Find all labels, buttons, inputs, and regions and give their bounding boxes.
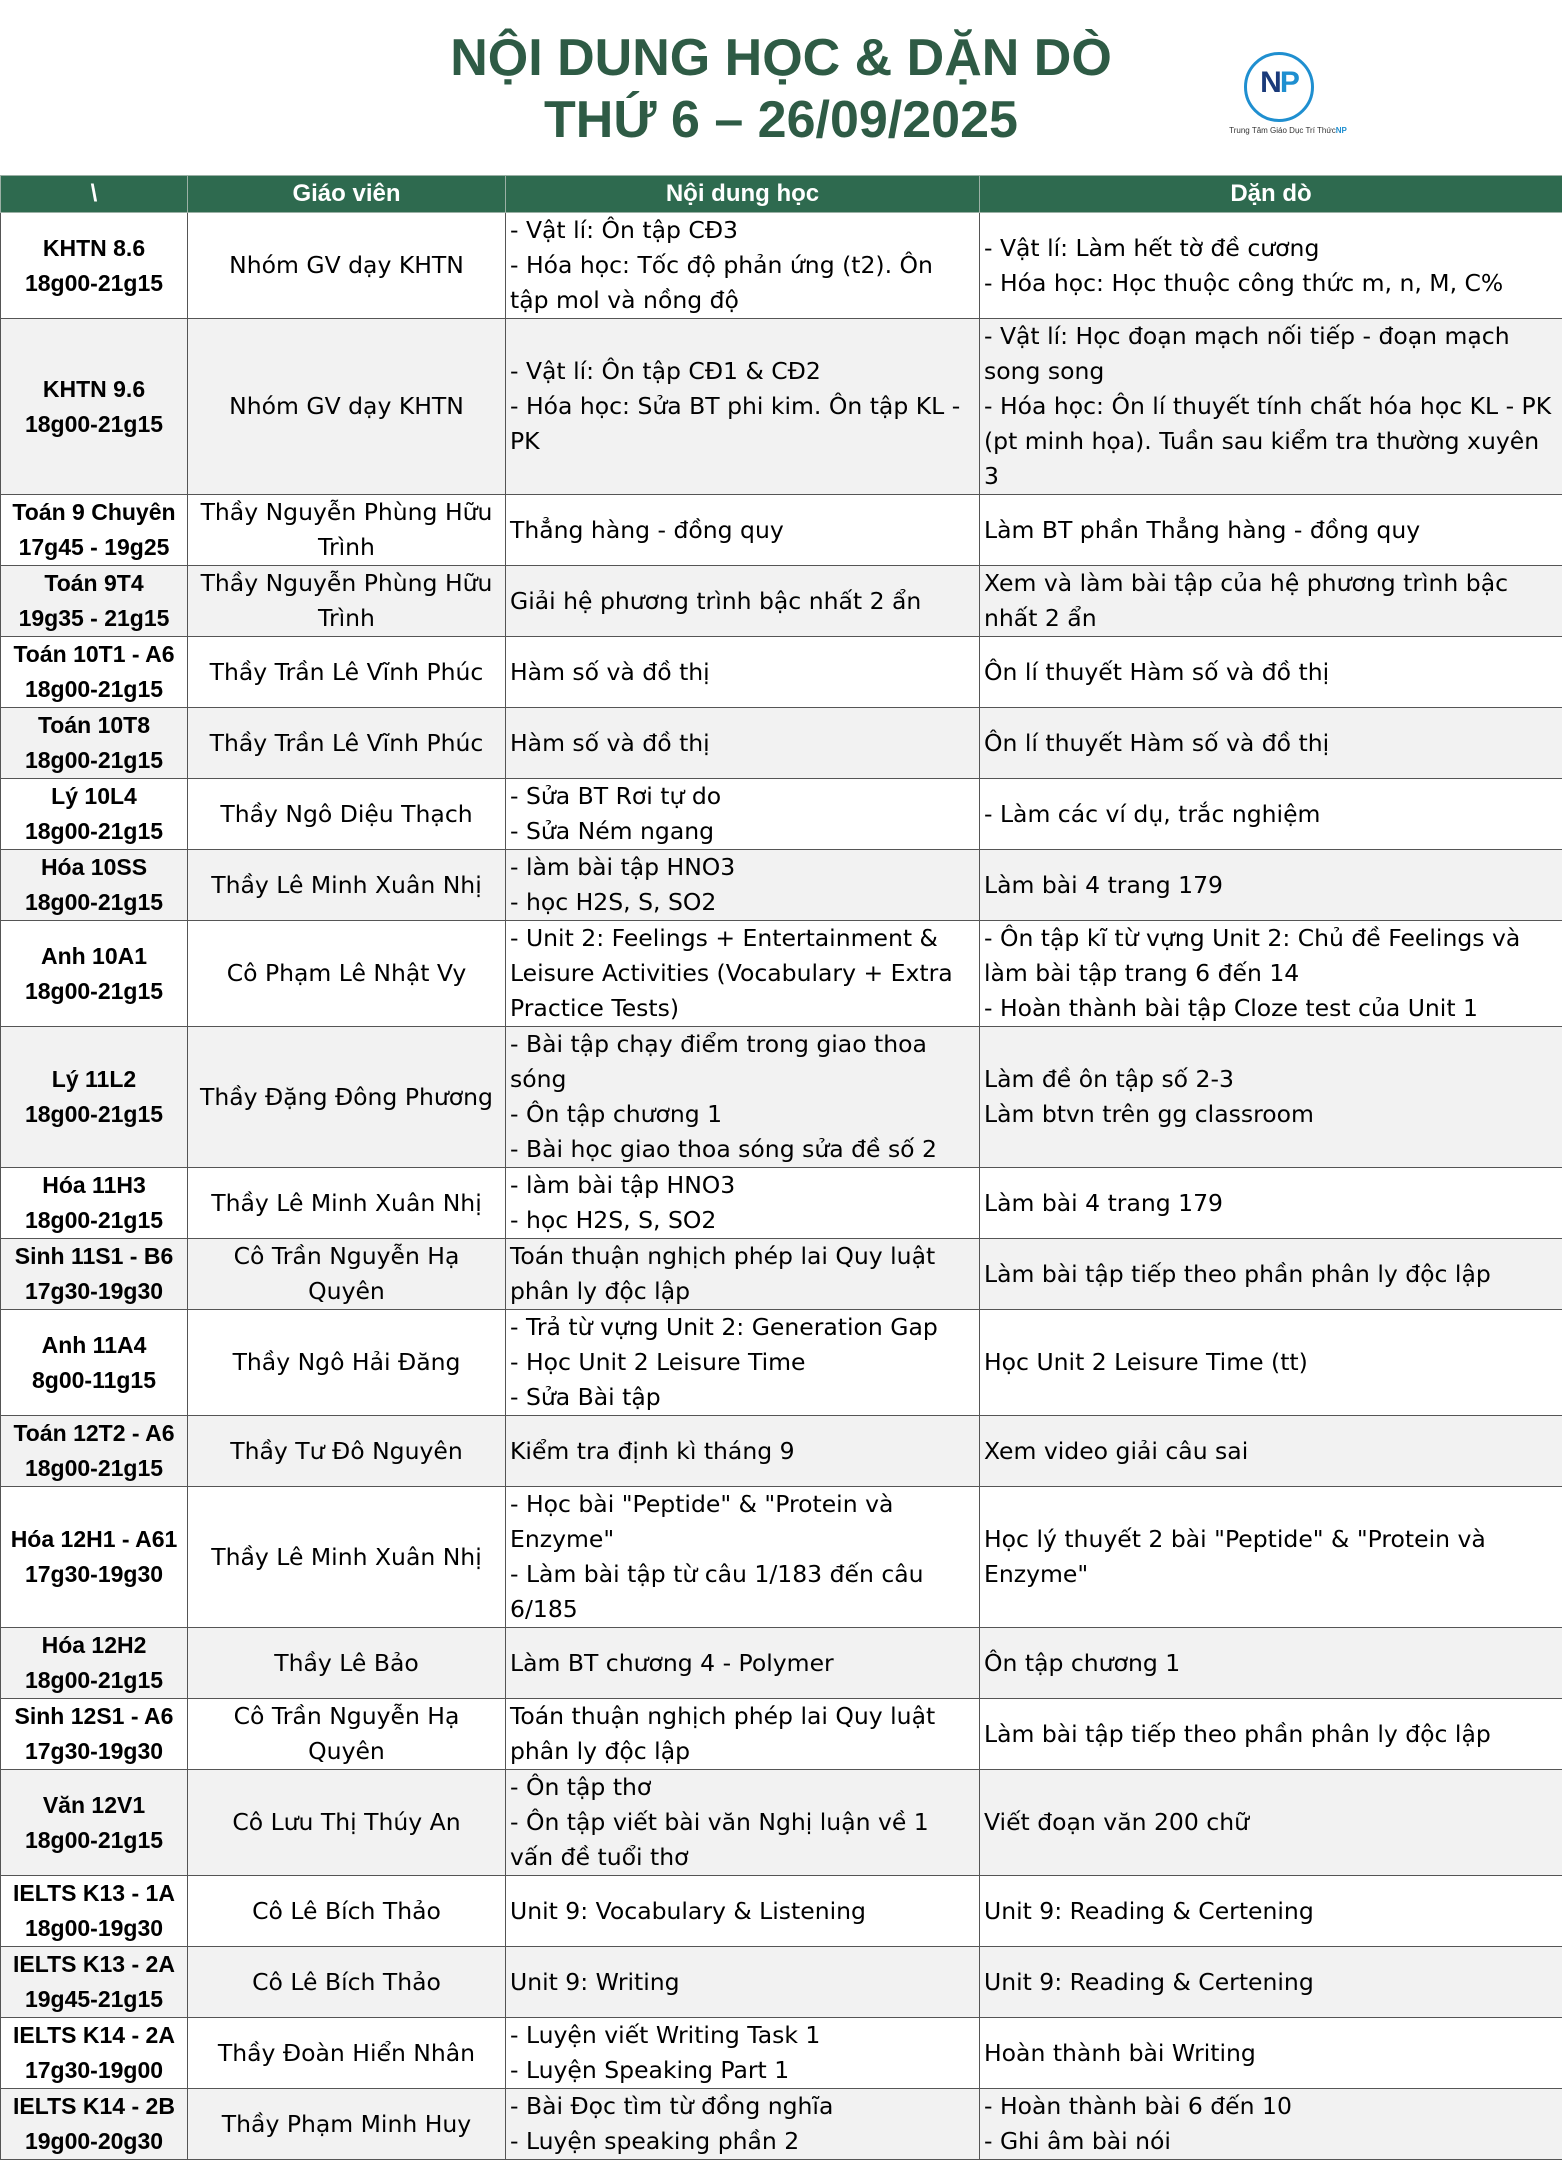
teacher-cell <box>188 1947 506 2018</box>
class-cell-line: 18g00-19g30 <box>5 1911 183 1946</box>
content-cell <box>506 850 980 921</box>
homework-cell <box>980 1699 1562 1770</box>
homework-cell <box>980 850 1562 921</box>
content-cell-line: Unit 9: Vocabulary & Listening <box>510 1894 975 1929</box>
teacher-cell <box>188 779 506 850</box>
class-cell-line: 18g00-21g15 <box>5 743 183 778</box>
homework-cell-line: Làm đề ôn tập số 2-3 <box>984 1062 1558 1097</box>
teacher-cell <box>188 1027 506 1168</box>
content-cell <box>506 921 980 1027</box>
teacher-cell-line: Thầy Nguyễn Phùng Hữu Trình <box>192 495 501 565</box>
class-cell-line: Hóa 10SS <box>5 850 183 885</box>
teacher-cell <box>188 495 506 566</box>
teacher-cell <box>188 708 506 779</box>
homework-cell <box>980 2018 1562 2089</box>
class-cell-line: IELTS K14 - 2B <box>5 2089 183 2124</box>
content-cell <box>506 1947 980 2018</box>
teacher-cell-line: Cô Phạm Lê Nhật Vy <box>192 956 501 991</box>
homework-cell <box>980 779 1562 850</box>
content-cell-line: - Sửa Bài tập <box>510 1380 975 1415</box>
class-cell-line: Anh 10A1 <box>5 939 183 974</box>
teacher-cell-line: Nhóm GV dạy KHTN <box>192 389 501 424</box>
class-cell-line: Lý 10L4 <box>5 779 183 814</box>
class-cell-line: Văn 12V1 <box>5 1788 183 1823</box>
teacher-cell-line: Nhóm GV dạy KHTN <box>192 248 501 283</box>
homework-cell <box>980 1770 1562 1876</box>
content-cell <box>506 708 980 779</box>
class-cell-line: 18g00-21g15 <box>5 814 183 849</box>
teacher-cell-line: Thầy Lê Minh Xuân Nhị <box>192 1540 501 1575</box>
content-cell-line: Unit 9: Writing <box>510 1965 975 2000</box>
class-cell <box>1 1168 188 1239</box>
class-cell-line: 18g00-21g15 <box>5 672 183 707</box>
table-row <box>1 921 1562 1027</box>
class-cell <box>1 779 188 850</box>
class-cell <box>1 1487 188 1628</box>
homework-cell <box>980 213 1562 319</box>
content-cell-line: - Sửa BT Rơi tự do <box>510 779 975 814</box>
table-row <box>1 319 1562 495</box>
class-cell-line: 18g00-21g15 <box>5 885 183 920</box>
homework-cell <box>980 1168 1562 1239</box>
content-cell-line: - Trả từ vựng Unit 2: Generation Gap <box>510 1310 975 1345</box>
content-cell-line: - Bài Đọc tìm từ đồng nghĩa <box>510 2089 975 2124</box>
class-cell <box>1 1876 188 1947</box>
table-row <box>1 1027 1562 1168</box>
teacher-cell <box>188 1770 506 1876</box>
homework-cell-line: Học Unit 2 Leisure Time (tt) <box>984 1345 1558 1380</box>
class-cell <box>1 495 188 566</box>
class-cell-line: 19g35 - 21g15 <box>5 601 183 636</box>
teacher-cell <box>188 1168 506 1239</box>
content-cell-line: - học H2S, S, SO2 <box>510 885 975 920</box>
table-row <box>1 1239 1562 1310</box>
homework-cell <box>980 1487 1562 1628</box>
content-cell-line: - Vật lí: Ôn tập CĐ3 <box>510 213 975 248</box>
content-cell-line: - làm bài tập HNO3 <box>510 850 975 885</box>
teacher-cell-line: Cô Lưu Thị Thúy An <box>192 1805 501 1840</box>
teacher-cell <box>188 850 506 921</box>
homework-cell-line: Làm btvn trên gg classroom <box>984 1097 1558 1132</box>
table-row <box>1 2089 1562 2160</box>
homework-cell-line: - Làm các ví dụ, trắc nghiệm <box>984 797 1558 832</box>
content-cell-line: - Học Unit 2 Leisure Time <box>510 1345 975 1380</box>
content-cell-line: - học H2S, S, SO2 <box>510 1203 975 1238</box>
class-cell <box>1 1770 188 1876</box>
teacher-cell-line: Thầy Ngô Diệu Thạch <box>192 797 501 832</box>
class-cell-line: 18g00-21g15 <box>5 1451 183 1486</box>
homework-cell-line: Làm BT phần Thẳng hàng - đồng quy <box>984 513 1558 548</box>
content-cell <box>506 1487 980 1628</box>
content-cell-line: - Luyện viết Writing Task 1 <box>510 2018 975 2053</box>
class-cell-line: 18g00-21g15 <box>5 1203 183 1238</box>
homework-cell-line: Ôn tập chương 1 <box>984 1646 1558 1681</box>
class-cell-line: Toán 12T2 - A6 <box>5 1416 183 1451</box>
homework-cell-line: Xem video giải câu sai <box>984 1434 1558 1469</box>
class-cell <box>1 2018 188 2089</box>
content-cell-line: - Ôn tập viết bài văn Nghị luận về 1 vấn đề tuổi thơ <box>510 1805 975 1875</box>
teacher-cell <box>188 2089 506 2160</box>
table-row <box>1 1947 1562 2018</box>
class-cell <box>1 1947 188 2018</box>
homework-cell-line: Làm bài 4 trang 179 <box>984 1186 1558 1221</box>
homework-cell-line: Unit 9: Reading & Certening <box>984 1894 1558 1929</box>
content-cell-line: - Luyện Speaking Part 1 <box>510 2053 975 2088</box>
content-cell <box>506 1628 980 1699</box>
content-cell <box>506 1770 980 1876</box>
table-row <box>1 1310 1562 1416</box>
content-cell <box>506 1239 980 1310</box>
content-cell <box>506 1416 980 1487</box>
homework-cell-line: - Ôn tập kĩ từ vựng Unit 2: Chủ đề Feelings và làm bài tập trang 6 đến 14 <box>984 921 1558 991</box>
teacher-cell-line: Thầy Lê Bảo <box>192 1646 501 1681</box>
homework-cell-line: - Vật lí: Học đoạn mạch nối tiếp - đoạn mạch song song <box>984 319 1558 389</box>
teacher-cell <box>188 1628 506 1699</box>
homework-cell-line: - Hóa học: Học thuộc công thức m, n, M, C% <box>984 266 1558 301</box>
class-cell-line: 19g45-21g15 <box>5 1982 183 2017</box>
page-header <box>0 0 1562 175</box>
class-cell <box>1 1416 188 1487</box>
table-row <box>1 1168 1562 1239</box>
content-cell <box>506 2018 980 2089</box>
content-cell <box>506 779 980 850</box>
table-row <box>1 708 1562 779</box>
teacher-cell-line: Thầy Nguyễn Phùng Hữu Trình <box>192 566 501 636</box>
class-cell <box>1 850 188 921</box>
content-cell <box>506 2089 980 2160</box>
content-cell <box>506 1876 980 1947</box>
class-cell-line: 17g30-19g30 <box>5 1557 183 1592</box>
homework-cell <box>980 1416 1562 1487</box>
class-cell-line: Hóa 12H2 <box>5 1628 183 1663</box>
content-cell-line: - Học bài "Peptide" & "Protein và Enzyme" <box>510 1487 975 1557</box>
teacher-cell <box>188 1416 506 1487</box>
content-cell-line: Giải hệ phương trình bậc nhất 2 ẩn <box>510 584 975 619</box>
class-cell-line: IELTS K13 - 1A <box>5 1876 183 1911</box>
table-row <box>1 850 1562 921</box>
homework-cell-line: Làm bài 4 trang 179 <box>984 868 1558 903</box>
class-cell-line: Anh 11A4 <box>5 1328 183 1363</box>
teacher-cell-line: Thầy Lê Minh Xuân Nhị <box>192 1186 501 1221</box>
column-header-content: Nội dung học <box>506 176 980 213</box>
content-cell <box>506 566 980 637</box>
content-cell <box>506 1699 980 1770</box>
column-header-homework: Dặn dò <box>980 176 1562 213</box>
class-cell-line: Lý 11L2 <box>5 1062 183 1097</box>
teacher-cell-line: Cô Lê Bích Thảo <box>192 1965 501 2000</box>
class-cell-line: Toán 10T8 <box>5 708 183 743</box>
content-cell-line: - Sửa Ném ngang <box>510 814 975 849</box>
class-cell <box>1 921 188 1027</box>
class-cell-line: Toán 10T1 - A6 <box>5 637 183 672</box>
table-row <box>1 779 1562 850</box>
content-cell-line: - Hóa học: Sửa BT phi kim. Ôn tập KL - PK <box>510 389 975 459</box>
teacher-cell-line: Cô Trần Nguyễn Hạ Quyên <box>192 1699 501 1769</box>
homework-cell <box>980 319 1562 495</box>
teacher-cell-line: Thầy Trần Lê Vĩnh Phúc <box>192 726 501 761</box>
homework-cell-line: Làm bài tập tiếp theo phần phân ly độc lập <box>984 1717 1558 1752</box>
class-cell-line: 19g00-20g30 <box>5 2124 183 2159</box>
class-cell-line: IELTS K13 - 2A <box>5 1947 183 1982</box>
homework-cell <box>980 1239 1562 1310</box>
teacher-cell <box>188 1310 506 1416</box>
content-cell <box>506 213 980 319</box>
homework-cell-line: Unit 9: Reading & Certening <box>984 1965 1558 2000</box>
table-row <box>1 566 1562 637</box>
page-date: THỨ 6 – 26/09/2025 <box>0 90 1562 150</box>
teacher-cell-line: Cô Trần Nguyễn Hạ Quyên <box>192 1239 501 1309</box>
content-cell-line: - Unit 2: Feelings + Entertainment & Leisure Activities (Vocabulary + Extra Practice Tests) <box>510 921 975 1026</box>
schedule-table <box>0 175 1562 2160</box>
teacher-cell-line: Thầy Ngô Hải Đăng <box>192 1345 501 1380</box>
class-cell-line: Sinh 11S1 - B6 <box>5 1239 183 1274</box>
class-cell-line: 18g00-21g15 <box>5 407 183 442</box>
content-cell-line: Làm BT chương 4 - Polymer <box>510 1646 975 1681</box>
teacher-cell <box>188 637 506 708</box>
class-cell <box>1 566 188 637</box>
teacher-cell-line: Thầy Phạm Minh Huy <box>192 2107 501 2142</box>
homework-cell-line: - Hóa học: Ôn lí thuyết tính chất hóa học KL - PK (pt minh họa). Tuần sau kiểm tra thường xuyên 3 <box>984 389 1558 494</box>
content-cell-line: - Ôn tập thơ <box>510 1770 975 1805</box>
column-header-teacher: Giáo viên <box>188 176 506 213</box>
content-cell-line: Thẳng hàng - đồng quy <box>510 513 975 548</box>
teacher-cell <box>188 921 506 1027</box>
content-cell-line: Hàm số và đồ thị <box>510 726 975 761</box>
homework-cell <box>980 495 1562 566</box>
content-cell <box>506 1027 980 1168</box>
table-row <box>1 1487 1562 1628</box>
homework-cell-line: Viết đoạn văn 200 chữ <box>984 1805 1558 1840</box>
teacher-cell-line: Thầy Lê Minh Xuân Nhị <box>192 868 501 903</box>
column-header-class: \ <box>1 176 188 213</box>
teacher-cell <box>188 213 506 319</box>
class-cell <box>1 2089 188 2160</box>
homework-cell-line: Làm bài tập tiếp theo phần phân ly độc lập <box>984 1257 1558 1292</box>
class-cell-line: IELTS K14 - 2A <box>5 2018 183 2053</box>
homework-cell <box>980 566 1562 637</box>
class-cell-line: Sinh 12S1 - A6 <box>5 1699 183 1734</box>
homework-cell-line: - Ghi âm bài nói <box>984 2124 1558 2159</box>
logo-monogram: NP <box>1244 66 1314 100</box>
content-cell-line: - Bài học giao thoa sóng sửa đề số 2 <box>510 1132 975 1167</box>
homework-cell <box>980 921 1562 1027</box>
content-cell-line: - làm bài tập HNO3 <box>510 1168 975 1203</box>
teacher-cell <box>188 319 506 495</box>
content-cell-line: Toán thuận nghịch phép lai Quy luật phân ly độc lập <box>510 1239 975 1309</box>
table-row <box>1 1699 1562 1770</box>
class-cell <box>1 1628 188 1699</box>
homework-cell-line: - Vật lí: Làm hết tờ đề cương <box>984 231 1558 266</box>
table-row <box>1 1770 1562 1876</box>
table-row <box>1 1416 1562 1487</box>
homework-cell-line: Xem và làm bài tập của hệ phương trình bậc nhất 2 ẩn <box>984 566 1558 636</box>
teacher-cell-line: Cô Lê Bích Thảo <box>192 1894 501 1929</box>
homework-cell-line: - Hoàn thành bài tập Cloze test của Unit 1 <box>984 991 1558 1026</box>
teacher-cell <box>188 1239 506 1310</box>
table-row <box>1 495 1562 566</box>
homework-cell <box>980 1628 1562 1699</box>
content-cell <box>506 637 980 708</box>
content-cell-line: - Làm bài tập từ câu 1/183 đến câu 6/185 <box>510 1557 975 1627</box>
teacher-cell <box>188 1699 506 1770</box>
content-cell <box>506 1168 980 1239</box>
class-cell <box>1 1310 188 1416</box>
teacher-cell-line: Thầy Đoàn Hiển Nhân <box>192 2036 501 2071</box>
content-cell <box>506 1310 980 1416</box>
class-cell-line: KHTN 8.6 <box>5 231 183 266</box>
class-cell-line: 17g30-19g00 <box>5 2053 183 2088</box>
table-header-row <box>1 176 1562 213</box>
class-cell <box>1 213 188 319</box>
logo-caption: Trung Tâm Giáo Dục Trí ThứcNP <box>1228 126 1348 135</box>
teacher-cell-line: Thầy Tư Đô Nguyên <box>192 1434 501 1469</box>
content-cell-line: - Vật lí: Ôn tập CĐ1 & CĐ2 <box>510 354 975 389</box>
content-cell-line: - Bài tập chạy điểm trong giao thoa sóng <box>510 1027 975 1097</box>
content-cell-line: - Luyện speaking phần 2 <box>510 2124 975 2159</box>
homework-cell <box>980 1310 1562 1416</box>
class-cell-line: 17g45 - 19g25 <box>5 530 183 565</box>
page-title: NỘI DUNG HỌC & DẶN DÒ <box>0 28 1562 88</box>
class-cell-line: Hóa 12H1 - A61 <box>5 1522 183 1557</box>
class-cell <box>1 319 188 495</box>
content-cell-line: Toán thuận nghịch phép lai Quy luật phân ly độc lập <box>510 1699 975 1769</box>
teacher-cell <box>188 566 506 637</box>
homework-cell-line: Ôn lí thuyết Hàm số và đồ thị <box>984 655 1558 690</box>
homework-cell <box>980 1027 1562 1168</box>
table-row <box>1 213 1562 319</box>
class-cell-line: 17g30-19g30 <box>5 1274 183 1309</box>
homework-cell-line: Ôn lí thuyết Hàm số và đồ thị <box>984 726 1558 761</box>
class-cell <box>1 637 188 708</box>
class-cell-line: Toán 9 Chuyên <box>5 495 183 530</box>
teacher-cell <box>188 1487 506 1628</box>
teacher-cell-line: Thầy Đặng Đông Phương <box>192 1080 501 1115</box>
homework-cell <box>980 637 1562 708</box>
class-cell-line: KHTN 9.6 <box>5 372 183 407</box>
class-cell-line: 18g00-21g15 <box>5 1097 183 1132</box>
class-cell <box>1 1239 188 1310</box>
class-cell-line: 17g30-19g30 <box>5 1734 183 1769</box>
homework-cell-line: Học lý thuyết 2 bài "Peptide" & "Protein và Enzyme" <box>984 1522 1558 1592</box>
table-row <box>1 2018 1562 2089</box>
teacher-cell-line: Thầy Trần Lê Vĩnh Phúc <box>192 655 501 690</box>
content-cell-line: Kiểm tra định kì tháng 9 <box>510 1434 975 1469</box>
content-cell-line: - Hóa học: Tốc độ phản ứng (t2). Ôn tập mol và nồng độ <box>510 248 975 318</box>
table-row <box>1 1876 1562 1947</box>
class-cell-line: Toán 9T4 <box>5 566 183 601</box>
class-cell-line: 18g00-21g15 <box>5 974 183 1009</box>
class-cell <box>1 708 188 779</box>
homework-cell <box>980 708 1562 779</box>
class-cell-line: Hóa 11H3 <box>5 1168 183 1203</box>
class-cell <box>1 1027 188 1168</box>
class-cell-line: 18g00-21g15 <box>5 266 183 301</box>
class-cell <box>1 1699 188 1770</box>
class-cell-line: 18g00-21g15 <box>5 1663 183 1698</box>
class-cell-line: 8g00-11g15 <box>5 1363 183 1398</box>
homework-cell-line: - Hoàn thành bài 6 đến 10 <box>984 2089 1558 2124</box>
table-row <box>1 637 1562 708</box>
content-cell-line: Hàm số và đồ thị <box>510 655 975 690</box>
np-logo <box>1228 50 1348 140</box>
content-cell <box>506 319 980 495</box>
class-cell-line: 18g00-21g15 <box>5 1823 183 1858</box>
homework-cell <box>980 2089 1562 2160</box>
table-row <box>1 1628 1562 1699</box>
homework-cell <box>980 1947 1562 2018</box>
content-cell-line: - Ôn tập chương 1 <box>510 1097 975 1132</box>
teacher-cell <box>188 1876 506 1947</box>
content-cell <box>506 495 980 566</box>
homework-cell <box>980 1876 1562 1947</box>
teacher-cell <box>188 2018 506 2089</box>
homework-cell-line: Hoàn thành bài Writing <box>984 2036 1558 2071</box>
